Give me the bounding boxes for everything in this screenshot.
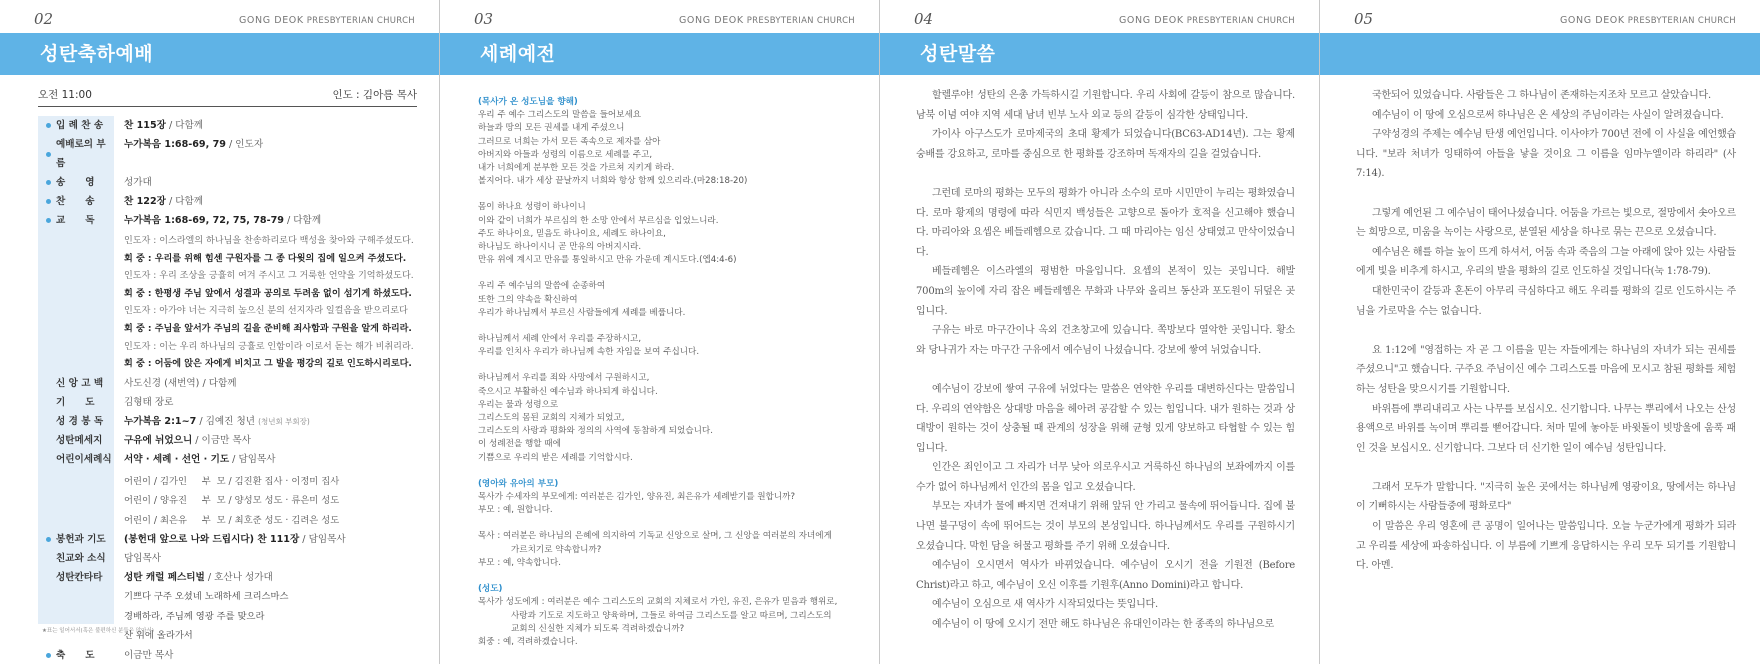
order-item-scripture: 성 경 봉 독 누가복음 2:1~7 / 김예진 청년 (청년회 부회장): [56, 415, 310, 427]
liturgy-line: 만유 위에 계시고 만유를 통일하시고 만유 가운데 계시도다.(엡4:4-6): [478, 255, 737, 266]
page-title: 성탄말씀: [920, 43, 996, 65]
liturgy-line: 하나님께서 세례 안에서 우리를 주장하시고,: [478, 334, 642, 345]
page-number: 03: [474, 10, 494, 28]
sermon-paragraph: 요 1:12에 "영접하는 자 곧 그 이름을 믿는 자들에게는 하나님의 자녀가 되는 권세를 주셨으니"고 했습니다. 구주요 주님이신 예수 그리스도를 마음에 모시고 참된 평화를 체험하는 성탄을 맞으시기를 기원합니다.: [1356, 344, 1736, 395]
sermon-paragraph: 가이사 아구스도가 로마제국의 초대 황제가 되었습니다(BC63-AD14년). 그는 황제 숭배를 강요하고, 로마를 중심으로 한 평화를 강조하며 독재자의 길을 걸었습니다.: [916, 129, 1295, 160]
sermon-paragraph: 국한되어 있었습니다. 사람들은 그 하나님이 존재하는지조차 모르고 살았습니다.: [1372, 90, 1711, 101]
stand-icon: [46, 199, 51, 204]
carol-title: 산 위에 올라가서: [124, 630, 193, 642]
liturgy-line: 목사가 수세자의 부모에게: 여러분은 김가인, 양유진, 최은유가 세례받기를 원합니까?: [478, 492, 796, 503]
service-leader: 인도 : 김아름 목사: [332, 89, 417, 101]
section-heading: (영아와 유아의 부모): [478, 478, 559, 489]
running-header: [440, 0, 879, 28]
sermon-paragraph: 대한민국이 갈등과 혼돈이 아무리 극심하다고 해도 우리를 평화의 길로 인도하시는 주님을 가로막을 수는 없습니다.: [1356, 285, 1736, 317]
page-title: 세례예전: [480, 43, 556, 65]
title-band: [880, 33, 1319, 75]
sermon-paragraph: 그래서 모두가 말합니다. "지극히 높은 곳에서는 하나님께 영광이요, 땅에서는 하나님이 기뻐하시는 사람들중에 평화로다": [1356, 481, 1736, 513]
order-item-children-baptism: 어린이세례식 서약 · 세례 · 선언 · 기도 / 담임목사: [56, 453, 276, 465]
church-name: GONG DEOK PRESBYTERIAN CHURCH: [1559, 15, 1736, 26]
stand-icon: [46, 152, 51, 157]
responsive-line: 회 중 : 한평생 주님 앞에서 성결과 공의로 두려움 없이 섬기게 하셨도다.: [124, 288, 412, 299]
responsive-line: 인도자 : 우리 조상을 긍휼히 여겨 주시고 그 거룩한 언약을 기억하셨도다.: [124, 271, 414, 282]
footnote: ★표는 일어서서(혹은 불편하신 분들은 앉아서): [42, 628, 154, 634]
time-row: [38, 86, 417, 107]
order-item-hymn1: 입 례 찬 송 찬 115장 / 다함께: [38, 116, 417, 135]
liturgy-line: 회중 : 예, 격려하겠습니다.: [478, 636, 578, 647]
responsive-line: 인도자 : 이는 우리 하나님의 긍휼로 인함이라 이로서 돋는 해가 비취리라.: [124, 341, 414, 352]
carol-title: 기쁘다 구주 오셨네 노래하세 크리스마스: [124, 591, 289, 603]
liturgy-line: 그리스도의 몸된 교회의 지체가 되었고,: [478, 413, 625, 424]
baptism-candidate: 어린이 / 김가인 부 모 / 김진환 집사 · 이정미 집사: [124, 475, 340, 487]
stand-icon: [46, 123, 51, 128]
liturgy-line: 볼지어다. 내가 세상 끝날까지 너희와 항상 함께 있으리라.(마28:18-20): [478, 176, 748, 187]
sermon-paragraph: 그렇게 예언된 그 예수님이 태어나셨습니다. 어둠을 가르는 빛으로, 절망에서 솟아오르는 희망으로, 미움을 녹이는 사랑으로, 분열된 세상을 하나로 묶는 끈으로 오셨습니다.: [1356, 207, 1736, 239]
title-band: [440, 33, 879, 75]
page-04: [880, 0, 1320, 664]
order-item-reading: 교 독 누가복음 1:68-69, 72, 75, 78-79 / 다함께: [38, 211, 417, 230]
page-number: 04: [914, 10, 934, 28]
sermon-paragraph: 바위틈에 뿌리내리고 사는 나무를 보십시오. 신기합니다. 나무는 뿌리에서 나오는 산성용액으로 바위를 녹이며 뿌리를 뻗어갑니다. 처마 밑에 놓아둔 바윗돌이 빗방울에 움푹 패인 것을 보십시오. 신기합니다. 그보다 더 신기한 일이 예수님 성탄입니다.: [1356, 403, 1736, 454]
page-number: 02: [34, 10, 54, 28]
stand-icon: [46, 653, 51, 658]
liturgy-line: 이 성례전을 행할 때에: [478, 439, 561, 450]
order-item-message: 성탄메세지 구유에 뉘었으니 / 이금만 목사: [56, 434, 251, 446]
sermon-paragraph: 그런데 로마의 평화는 모두의 평화가 아니라 소수의 로마 시민만이 누리는 평화였습니다. 로마 황제의 명령에 따라 식민지 백성들은 고향으로 돌아가 호적을 신고해야 했습니다. 마리아와 요셉은 베들레헴으로 갔습니다. 그 때 마리아는 임신 상태였고 만삭이었습니다.: [916, 187, 1295, 258]
order-item-benediction: 축 도 이금만 목사: [38, 646, 417, 664]
spacer: [1356, 458, 1736, 478]
sermon-paragraph: 예수님이 이 땅에 오시기 전만 해도 하나님은 유대인이라는 한 종족의 하나님으로: [932, 619, 1274, 631]
order-item-creed: 신 앙 고 백 사도신경 (새번역) / 다함께: [56, 377, 237, 389]
running-header: [0, 0, 439, 28]
liturgy-line: 목사가 성도에게 : 여러분은 예수 그리스도의 교회의 지체로서 가인, 유진, 은유가 믿음과 행위로,: [478, 597, 838, 608]
sermon-paragraph: 인간은 죄인이고 그 자리가 너무 낮아 의로우시고 거룩하신 하나님의 보좌에까지 이를 수가 없어 하나님께서 인간의 몸을 입고 오셨습니다.: [916, 462, 1295, 493]
spacer: [478, 188, 865, 201]
spacer: [478, 517, 865, 530]
spacer: [916, 164, 1295, 184]
order-item-call: 예배로의 부름 누가복음 1:68-69, 79 / 인도자: [38, 135, 417, 173]
liturgy-line: 아버지와 아들과 성령의 이름으로 세례를 주고,: [478, 149, 653, 160]
order-item-concert: 성탄칸타타 성탄 캐럴 페스티벌 / 호산나 성가대: [56, 572, 273, 584]
liturgy-line: 이와 같이 너희가 부르심의 한 소망 안에서 부르심을 입었느니라.: [478, 215, 719, 226]
sermon-paragraph: 할렐루야! 성탄의 은총 가득하시길 기원합니다. 우리 사회에 갈등이 참으로 많습니다. 남북 이념 여야 지역 세대 남녀 빈부 노사 외교 등의 갈등이 심각한 상태입니다.: [916, 90, 1295, 121]
sermon-paragraph: 이 말씀은 우리 영혼에 큰 공명이 일어나는 말씀입니다. 오늘 누군가에게 평화가 되라고 우리를 세상에 파송하십니다. 이 부름에 기쁘게 응답하시는 우리 모두 되기를 기원합니다. 아멘.: [1356, 521, 1736, 572]
title-band: [1320, 33, 1760, 75]
order-item-hymn2: 찬 송 찬 122장 / 다함께: [38, 192, 417, 211]
baptism-candidate: 어린이 / 최은유 부 모 / 최호준 성도 · 김려은 성도: [124, 514, 340, 526]
page-05: [1320, 0, 1760, 664]
sermon-paragraph: 구유는 바로 마구간이나 옥외 건초창고에 있습니다. 쪽방보다 열악한 곳입니다. 황소와 당나귀가 자는 마구간 구유에서 예수님이 나셨습니다. 강보에 쌓여 뉘었습니다.: [916, 325, 1295, 356]
spacer: [478, 570, 865, 583]
order-item-song: 송 영 성가대: [38, 173, 417, 192]
liturgy-line: 우리는 물과 성령으로: [478, 399, 559, 410]
page-03: [440, 0, 880, 664]
stand-icon: [46, 537, 51, 542]
liturgy-line: 우리 주 예수 그리스도의 말씀을 들어보세요: [478, 110, 642, 121]
sermon-paragraph: 예수님이 오심으로 새 역사가 시작되었다는 뜻입니다.: [932, 599, 1158, 611]
service-time: 오전 11:00: [38, 89, 92, 101]
responsive-line: 회 중 : 어둠에 앉은 자에게 비치고 그 발을 평강의 길로 인도하시리로다.: [124, 359, 412, 370]
church-name: GONG DEOK PRESBYTERIAN CHURCH: [1118, 15, 1295, 26]
liturgy-line: 하나님께서 우리를 죄와 사망에서 구원하시고,: [478, 373, 650, 384]
order-item-prayer: 기 도 김형태 장로: [56, 396, 174, 408]
sermon-paragraph: 베들레헴은 이스라엘의 평범한 마을입니다. 요셉의 본적이 있는 곳입니다. 해발 700m의 높이에 자리 잡은 베들레헴은 무화과 나무와 올리브 동산과 포도원이 뒤덮은 곳입니다.: [916, 266, 1295, 317]
liturgy-line: 하늘과 땅의 모든 권세를 내게 주셨으니: [478, 123, 625, 134]
sermon-text: [916, 86, 1295, 635]
page-number: 05: [1354, 10, 1374, 28]
baptism-candidate: 어린이 / 양유진 부 모 / 양성모 성도 · 류은미 성도: [124, 495, 340, 507]
baptism-liturgy: [478, 96, 865, 649]
spacer: [478, 267, 865, 280]
spacer: [916, 360, 1295, 380]
spacer: [1356, 321, 1736, 341]
liturgy-line: 우리가 하나님께서 부르신 사람들에게 세례를 베풉니다.: [478, 307, 686, 318]
title-band: [0, 33, 439, 75]
liturgy-line: 기쁨으로 우리의 받은 세례를 기억합시다.: [478, 452, 633, 463]
page-title: 성탄축하예배: [40, 43, 154, 65]
liturgy-line: 또한 그의 약속을 확신하여: [478, 294, 578, 305]
page-02: [0, 0, 440, 664]
liturgy-line: 우리 주 예수님의 말씀에 순종하여: [478, 281, 606, 292]
liturgy-line: 우리를 인치사 우리가 하나님께 속한 자임을 보여 주십니다.: [478, 347, 700, 358]
running-header: [1320, 0, 1760, 28]
stand-icon: [46, 218, 51, 223]
spacer: [478, 465, 865, 478]
liturgy-line: 그러므로 너희는 가서 모든 족속으로 제자를 삼아: [478, 136, 661, 147]
sermon-paragraph: 예수님이 이 땅에 오심으로써 하나님은 온 세상의 주님이라는 사실이 알려졌습니다.: [1372, 109, 1724, 121]
sermon-paragraph: 예수님이 강보에 쌓여 구유에 뉘었다는 말씀은 연약한 우리를 대변하신다는 말씀입니다. 우리의 연약함은 상대방 마음을 헤아려 공감할 수 있는 힘입니다. 내가 원하는 것과 상대방이 원하는 것이 상충될 때 관계의 성장을 위해 균형 있게 양보하고 타협할 수 있는 힘입니다.: [916, 383, 1295, 454]
liturgy-line: 가르치기로 약속합니까?: [511, 544, 602, 555]
liturgy-line: 주도 하나이요, 믿음도 하나이요, 세례도 하나이요,: [478, 228, 666, 239]
sermon-paragraph: 예수님이 오시면서 역사가 바뀌었습니다. 예수님이 오시기 전을 기원전 (Before Christ)라고 하고, 예수님이 오신 이후를 기원후(Anno Domini)라고 합니다.: [916, 560, 1295, 591]
carol-title: 경배하라, 주님께 영광 주를 맞으라: [124, 610, 265, 622]
responsive-line: 회 중 : 주님을 앞서가 주님의 길을 준비해 죄사함과 구원을 알게 하리라.: [124, 323, 412, 334]
sermon-paragraph: 부모는 자녀가 물에 빠지면 건져내기 위해 앞뒤 안 가리고 물속에 뛰어듭니다. 집에 불나면 불구덩이 속에 뛰어드는 것이 부모의 본성입니다. 하나님께서도 우리를 구원하시기 오셨습니다. 막힌 담을 허물고 평화를 주기 위해 오셨습니다.: [916, 501, 1295, 552]
order-item-offering: 봉헌과 기도 (봉헌대 앞으로 나와 드립시다) 찬 111장 / 담임목사: [38, 530, 417, 549]
liturgy-line: 죽으시고 부활하신 예수님과 하나되게 하십니다.: [478, 386, 658, 397]
church-name: GONG DEOK PRESBYTERIAN CHURCH: [678, 15, 855, 26]
responsive-line: 인도자 : 아가야 너는 지극히 높으신 분의 선지자라 일컬음을 받으리로다: [124, 306, 408, 317]
section-heading: (목사가 온 성도님을 향해): [478, 97, 578, 107]
sermon-text: [1356, 86, 1736, 576]
order-list: [38, 116, 417, 664]
liturgy-line: 하나님도 하나이시니 곧 만유의 아버지시라.: [478, 242, 642, 253]
service-order: [0, 86, 439, 664]
spacer: [478, 320, 865, 333]
liturgy-line: 목사 : 여러분은 하나님의 은혜에 의지하여 기독교 신앙으로 살며, 그 신앙을 여러분의 자녀에게: [478, 531, 832, 542]
stand-icon: [46, 180, 51, 185]
liturgy-line: 부모 : 예, 약속합니다.: [478, 557, 561, 568]
section-heading: (성도): [478, 584, 503, 595]
order-item-news: 친교와 소식 담임목사: [56, 553, 162, 565]
spacer: [1356, 184, 1736, 204]
liturgy-line: 사랑과 기도로 지도하고 양육하며, 그들로 하여금 그리스도를 알고 따르며, 그리스도의: [511, 610, 832, 621]
spacer: [478, 359, 865, 372]
responsive-line: 인도자 : 이스라엘의 하나님을 찬송하리로다 백성을 찾아와 구해주셨도다.: [124, 236, 414, 246]
responsive-line: 회 중 : 우리를 위해 힘센 구원자를 그 종 다윗의 집에 일으켜 주셨도다.: [124, 253, 407, 264]
sermon-paragraph: 예수님은 해를 하늘 높이 뜨게 하셔서, 어둠 속과 죽음의 그늘 아래에 앉아 있는 사람들에게 빛을 비추게 하시고, 우리의 발을 평화의 길로 인도하실 것입니다(눅 1:78-79).: [1356, 246, 1736, 278]
liturgy-line: 몸이 하나요 성령이 하나이니: [478, 202, 586, 213]
liturgy-line: 교회의 신실한 지체가 되도록 격려하겠습니까?: [511, 623, 685, 634]
sermon-paragraph: 구약성경의 주제는 예수님 탄생 예언입니다. 이사야가 700년 전에 이 사실을 예언했습니다. "보라 처녀가 잉태하여 아들을 낳을 것이요 그 이름을 임마누엘이라 하리라" (사 7:14).: [1356, 129, 1736, 180]
running-header: [880, 0, 1319, 28]
liturgy-line: 부모 : 예, 원합니다.: [478, 505, 553, 516]
church-name: GONG DEOK PRESBYTERIAN CHURCH: [238, 15, 415, 26]
liturgy-line: 그리스도의 사랑과 평화와 정의의 사역에 동참하게 되었습니다.: [478, 426, 713, 437]
liturgy-line: 내가 너희에게 분부한 모든 것을 가르쳐 지키게 하라.: [478, 163, 675, 174]
